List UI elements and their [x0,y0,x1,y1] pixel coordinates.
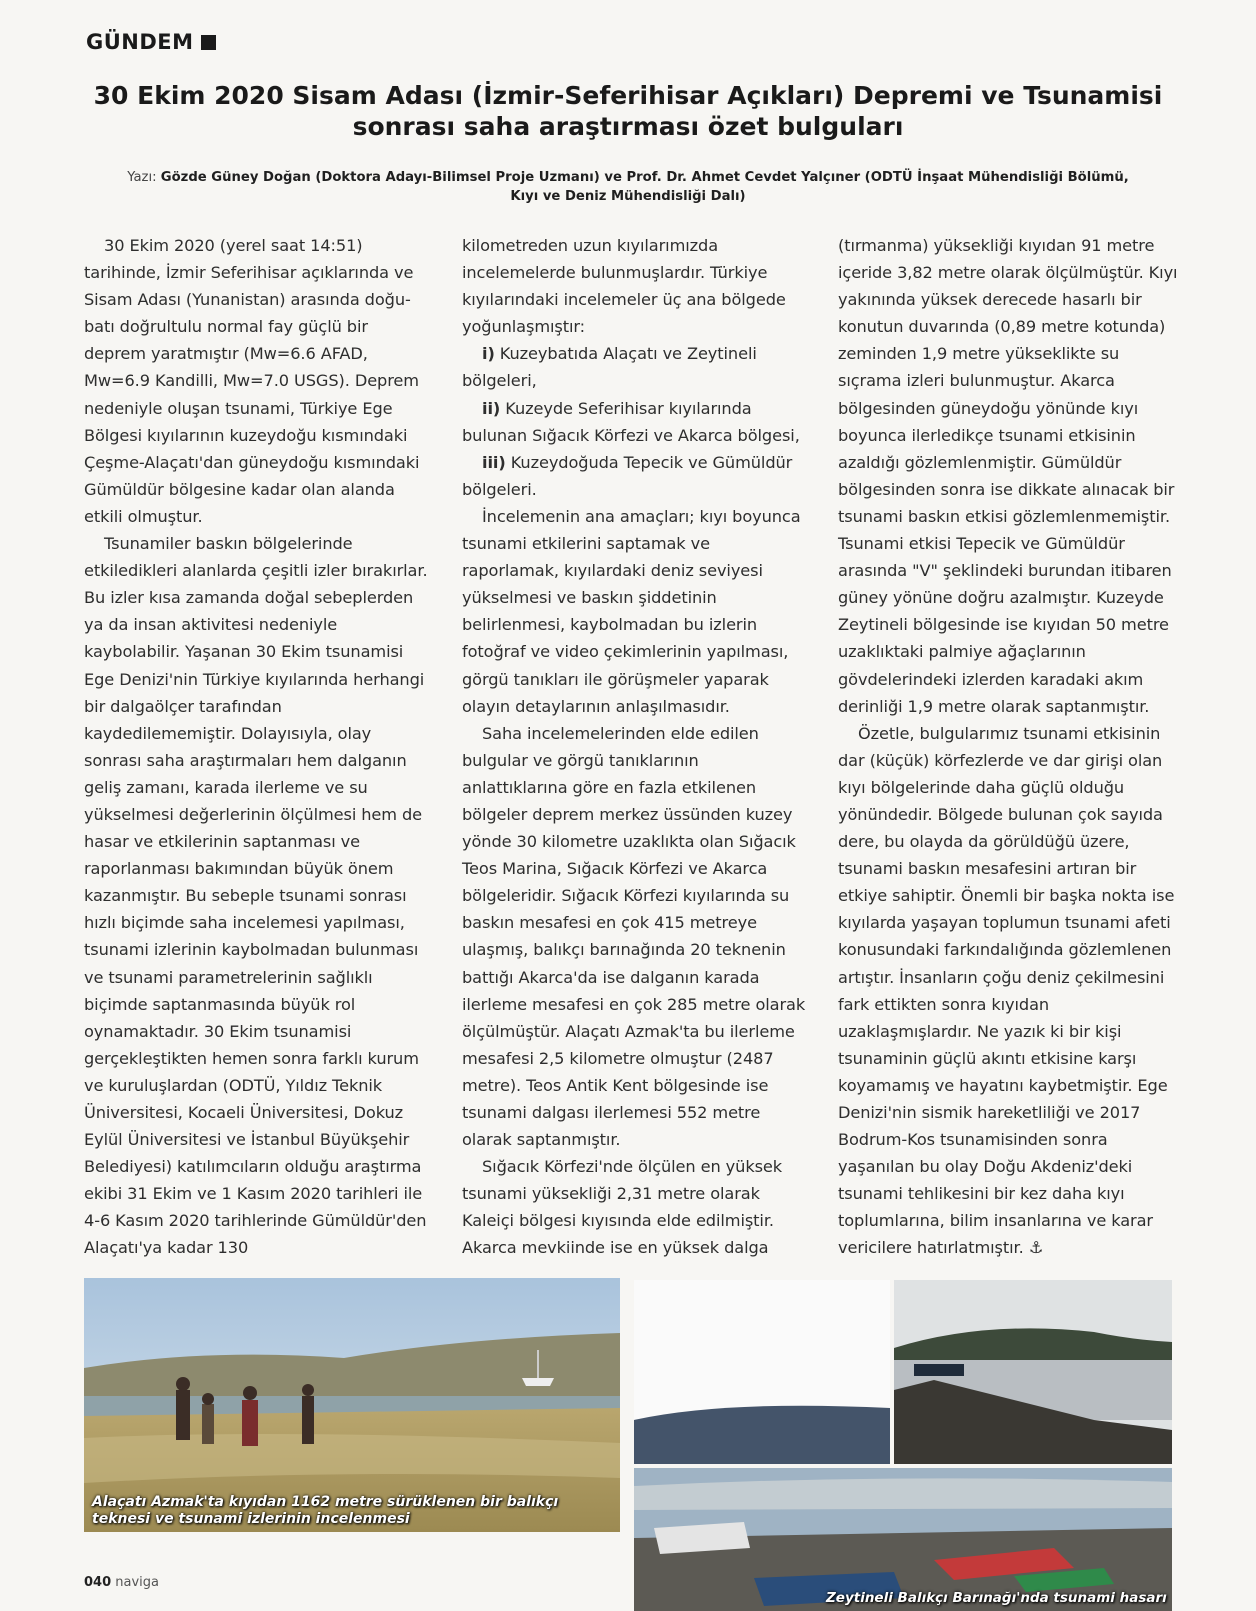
column-3 [838,232,1183,1262]
page-footer [84,1575,159,1590]
list-item: i) Kuzeybatıda Alaçatı ve Zeytineli bölgeleri, [462,344,757,391]
caption-photo-1: Alaçatı Azmak'ta kıyıdan 1162 metre sürüklenen bir balıkçı teknesi ve tsunami izlerinin incelenmesi [92,1494,559,1527]
column-2 [462,232,807,1262]
paragraph: (tırmanma) yüksekliği kıyıdan 91 metre içeride 3,82 metre olarak ölçülmüştür. Kıyı yakınında yüksek derecede hasarlı bir konutun duvarında (0,89 metre kotunda) zeminden 1,9 metre yükseklikte su sıçrama izleri bulunmuştur. Akarca bölgesinden güneydoğu yönünde kıyı boyunca ilerledikçe tsunami etkisinin azaldığı gözlemlenmiştir. Gümüldür bölgesinden sonra ise dikkate alınacak bir tsunami baskın etkisi gözlemlenmemiştir. Tsunami etkisi Tepecik ve Gümüldür arasında "V" şeklindeki burundan itibaren güney yönüne doğru azalmıştır. Kuzeyde Zeytineli bölgesinde ise kıyıdan 50 metre uzaklıktaki palmiye ağaçlarının gövdelerindeki izlerden karadaki akım derinliği 1,9 metre olarak saptanmıştır. [838,236,1178,716]
caption-photo-2: Zeytineli Balıkçı Barınağı'nda tsunami hasarı [826,1590,1167,1606]
photo-zeytineli-harbour [894,1280,1172,1464]
page-number: 040 [84,1575,112,1590]
paragraph: Tsunamiler baskın bölgelerinde etkiledikleri alanlarda çeşitli izler bırakırlar. Bu izler kısa zamanda doğal sebeplerden ya da insan aktivitesi nedeniyle kaybolabilir. Yaşanan 30 Ekim tsunamisi Ege Denizi'nin Türkiye kıyılarında herhangi bir dalgaölçer tarafından kaydedilememiştir. Dolayısıyla, olay sonrası saha araştırmaları hem dalganın geliş zamanı, karada ilerleme ve su yükselmesi değerlerinin ölçülmesi hem de hasar ve etkilerinin saptanması ve raporlanması bakımından büyük önem kazanmıştır. Bu sebeple tsunami sonrası hızlı biçimde saha incelemesi yapılması, tsunami izlerinin kaybolmadan bulunması ve tsunami parametrelerinin sağlıklı biçimde saptanmasında büyük rol oynamaktadır. 30 Ekim tsunamisi gerçekleştikten hemen sonra farklı kurum ve kuruluşlardan (ODTÜ, Yıldız Teknik Üniversitesi, Kocaeli Üniversitesi, Dokuz Eylül Üniversitesi ve İstanbul Büyükşehir Belediyesi) katılımcıların olduğu araştırma ekibi 31 Ekim ve 1 Kasım 2020 tarihleri ile 4-6 Kasım 2020 tarihlerinde Gümüldür'den Alaçatı'ya kadar 130 [84,534,428,1258]
paragraph: Sığacık Körfezi'nde ölçülen en yüksek tsunami yüksekliği 2,31 metre olarak Kaleiçi bölgesi kıyısında elde edilmiştir. Akarca mevkiinde ise en yüksek dalga [462,1157,783,1258]
column-1 [84,232,429,1262]
paragraph: kilometreden uzun kıyılarımızda incelemelerde bulunmuşlardır. Türkiye kıyılarındaki incelemeler üç ana bölgede yoğunlaşmıştır: [462,236,786,337]
title-line-1: 30 Ekim 2020 Sisam Adası (İzmir-Seferihisar Açıkları) Depremi ve Tsunamisi [93,81,1163,110]
paragraph: Saha incelemelerinden elde edilen bulgular ve görgü tanıklarının anlattıklarına göre en fazla etkilenen bölgeler deprem merkez üssünden kuzey yönde 30 kilometre uzaklıkta olan Sığacık Teos Marina, Sığacık Körfezi ve Akarca bölgeleridir. Sığacık Körfezi kıyılarında su baskın mesafesi en çok 415 metreye ulaşmış, balıkçı barınağında 20 teknenin battığı Akarca'da ise dalganın karada ilerleme mesafesi en çok 285 metre olarak ölçülmüştür. Alaçatı Azmak'ta bu ilerleme mesafesi 2,5 kilometre olmuştur (2487 metre). Teos Antik Kent bölgesinde ise tsunami dalgası ilerlemesi 552 metre olarak saptanmıştır. [462,723,806,1150]
paragraph: Özetle, bulgularımız tsunami etkisinin dar (küçük) körfezlerde ve dar girişi olan kıyı bölgelerinde daha güçlü olduğu yönündedir. Bölgede bulunan çok sayıda dere, bu olayda da görüldüğü üzere, tsunami baskın mesafesini artıran bir etkiye sahiptir. Önemli bir başka nokta ise kıyılarda yaşayan toplumun tsunami afeti konusundaki farkındalığında gözlemlenen artıştır. İnsanların çoğu deniz çekilmesini fark ettikten sonra kıyıdan uzaklaşmışlardır. Ne yazık ki bir kişi tsunaminin güçlü akıntı etkisine karşı koyamamış ve hayatını kaybetmiştir. Ege Denizi'nin sismik hareketliliği ve 2017 Bodrum-Kos tsunamisinden sonra yaşanılan bu olay Doğu Akdeniz'deki tsunami tehlikesini bir kez daha kıyı toplumlarına, bilim insanlarına ve karar vericilere hatırlatmıştır. ⚓ [838,723,1175,1258]
byline [120,168,1136,206]
list-item: ii) Kuzeyde Seferihisar kıyılarında bulunan Sığacık Körfezi ve Akarca bölgesi, [462,398,800,445]
paragraph: 30 Ekim 2020 (yerel saat 14:51) tarihinde, İzmir Seferihisar açıklarında ve Sisam Adası (Yunanistan) arasında doğu-batı doğrultulu normal fay güçlü bir deprem yaratmıştır (Mw=6.6 AFAD, Mw=6.9 Kandilli, Mw=7.0 USGS). Deprem nedeniyle oluşan tsunami, Türkiye Ege Bölgesi kıyılarının kuzeydoğu kısmındaki Çeşme-Alaçatı'dan güneydoğu kısmındaki Gümüldür bölgesine kadar olan alanda etkili olmuştur. [84,236,420,526]
title-line-2: sonrası saha araştırması özet bulguları [352,112,904,141]
byline-prefix: Yazı: [127,170,157,185]
anchor-icon: ⚓ [1028,1238,1044,1258]
article-title [80,80,1176,142]
square-icon [201,35,216,50]
paragraph: İncelemenin ana amaçları; kıyı boyunca tsunami etkilerini saptamak ve raporlamak, kıyılardaki deniz seviyesi yükselmesi ve baskın şiddetinin belirlenmesi, kaybolmadan bu izlerin fotoğraf ve video çekimlerinin yapılması, görgü tanıkları ile görüşmeler yaparak olayın detaylarının anlaşılmasıdır. [462,506,801,716]
section-tag: GÜNDEM [86,30,216,54]
byline-authors: Gözde Güney Doğan (Doktora Adayı-Bilimsel Proje Uzmanı) ve Prof. Dr. Ahmet Cevdet Yalçıner (ODTÜ İnşaat Mühendisliği Bölümü, Kıyı ve Deniz Mühendisliği Dalı) [160,170,1129,204]
photo-zeytineli-sky [634,1280,890,1464]
magazine-name: naviga [115,1575,160,1590]
list-item: iii) Kuzeydoğuda Tepecik ve Gümüldür bölgeleri. [462,452,793,499]
